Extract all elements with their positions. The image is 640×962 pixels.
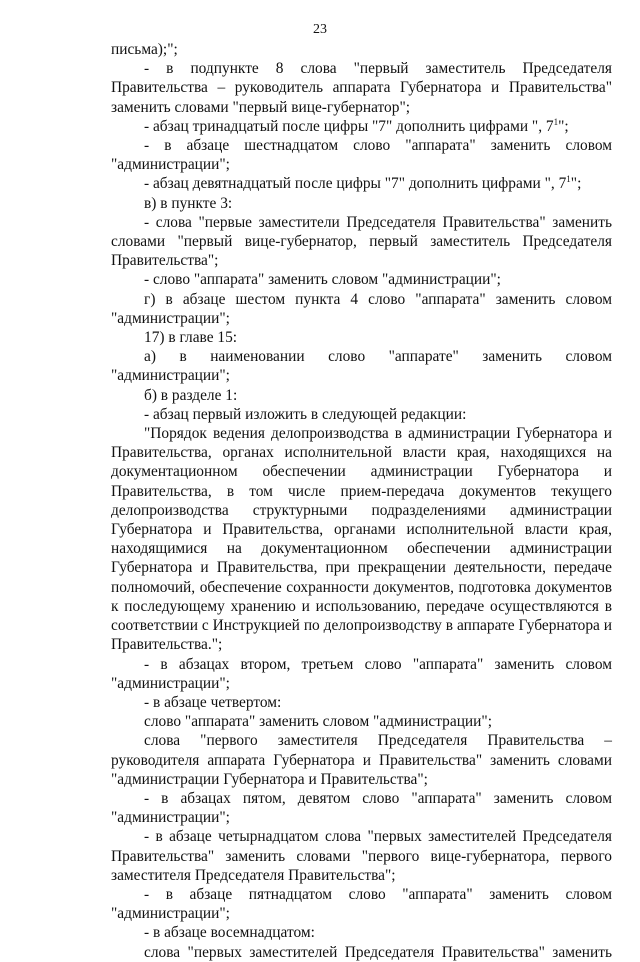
paragraph: - в абзаце четвертом: xyxy=(144,693,282,711)
paragraph: 17) в главе 15: xyxy=(144,329,238,347)
paragraph: - слова "первые заместители Председателя Правительства" заменить словами "первый вице-губернатор, первый заместитель Председателя Правительства"; xyxy=(111,213,612,270)
paragraph: слово "аппарата" заменить словом "администрации"; xyxy=(144,713,492,731)
document-body xyxy=(111,40,612,962)
paragraph: - в абзаце шестнадцатом слово "аппарата" заменить словом "администрации"; xyxy=(111,137,612,174)
paragraph: - абзац тринадцатый после цифры "7" дополнить цифрами ", $7^1$"; xyxy=(144,116,569,135)
paragraph: г) в абзаце шестом пункта 4 слово "аппарата" заменить словом "администрации"; xyxy=(111,290,612,327)
paragraph: - в подпункте 8 слова "первый заместитель Председателя Правительства – руководитель аппарата Губернатора и Правительства" заменить словами "первый вице-губернатор"; xyxy=(111,60,612,116)
paragraph: - слово "аппарата" заменить словом "администрации"; xyxy=(144,271,501,289)
superscript-one: 1 xyxy=(566,174,571,185)
paragraph: - в абзацах втором, третьем слово "аппарата" заменить словом "администрации"; xyxy=(111,655,612,692)
paragraph: - абзац первый изложить в следующей редакции: xyxy=(144,405,467,423)
paragraph: в) в пункте 3: xyxy=(144,194,233,212)
quoted-paragraph: "Порядок ведения делопроизводства в администрации Губернатора и Правительства, органах исполнительной власти края, находящихся на документационном обеспечении администрации Губернатора и Правительства, в том числе прием-передача документов текущего делопроизводства структурными подразделениями администрации Губернатора и Правительства, органами исполнительной власти края, находящимися на документационном обеспечении администрации Губернатора и Правительства, при прекращении деятельности, передаче полномочий, обеспечение сохранности документов, подготовка документов к последующему хранению и использованию, передаче осуществляются в соответствии с Инструкцией по делопроизводству в аппарате Губернатора и Правительства."; xyxy=(111,425,612,654)
paragraph: - в абзаце четырнадцатом слова "первых заместителей Председателя Правительства" заменить словами "первого вице-губернатора, первого заместителя Председателя Правительства"; xyxy=(111,828,612,884)
paragraph: - в абзацах пятом, девятом слово "аппарата" заменить словом "администрации"; xyxy=(111,789,612,827)
paragraph: - абзац девятнадцатый после цифры "7" дополнить цифрами ", $7^1$"; xyxy=(144,174,582,193)
paragraph: письма);"; xyxy=(111,41,178,58)
paragraph: слова "первого заместителя Председателя Правительства – руководителя аппарата Губернатора и Правительства" заменить словами "администрации Губернатора и Правительства"; xyxy=(111,732,612,788)
paragraph: - в абзаце пятнадцатом слово "аппарата" заменить словом "администрации"; xyxy=(111,885,612,923)
superscript-one: 1 xyxy=(553,116,559,127)
paragraph: слова "первых заместителей Председателя Правительства" заменить xyxy=(144,943,612,961)
paragraph: а) в наименовании слово "аппарате" заменить словом "администрации"; xyxy=(111,348,612,385)
paragraph: - в абзаце восемнадцатом: xyxy=(144,924,315,942)
page-number: 23 xyxy=(313,22,327,37)
paragraph: б) в разделе 1: xyxy=(144,386,238,404)
